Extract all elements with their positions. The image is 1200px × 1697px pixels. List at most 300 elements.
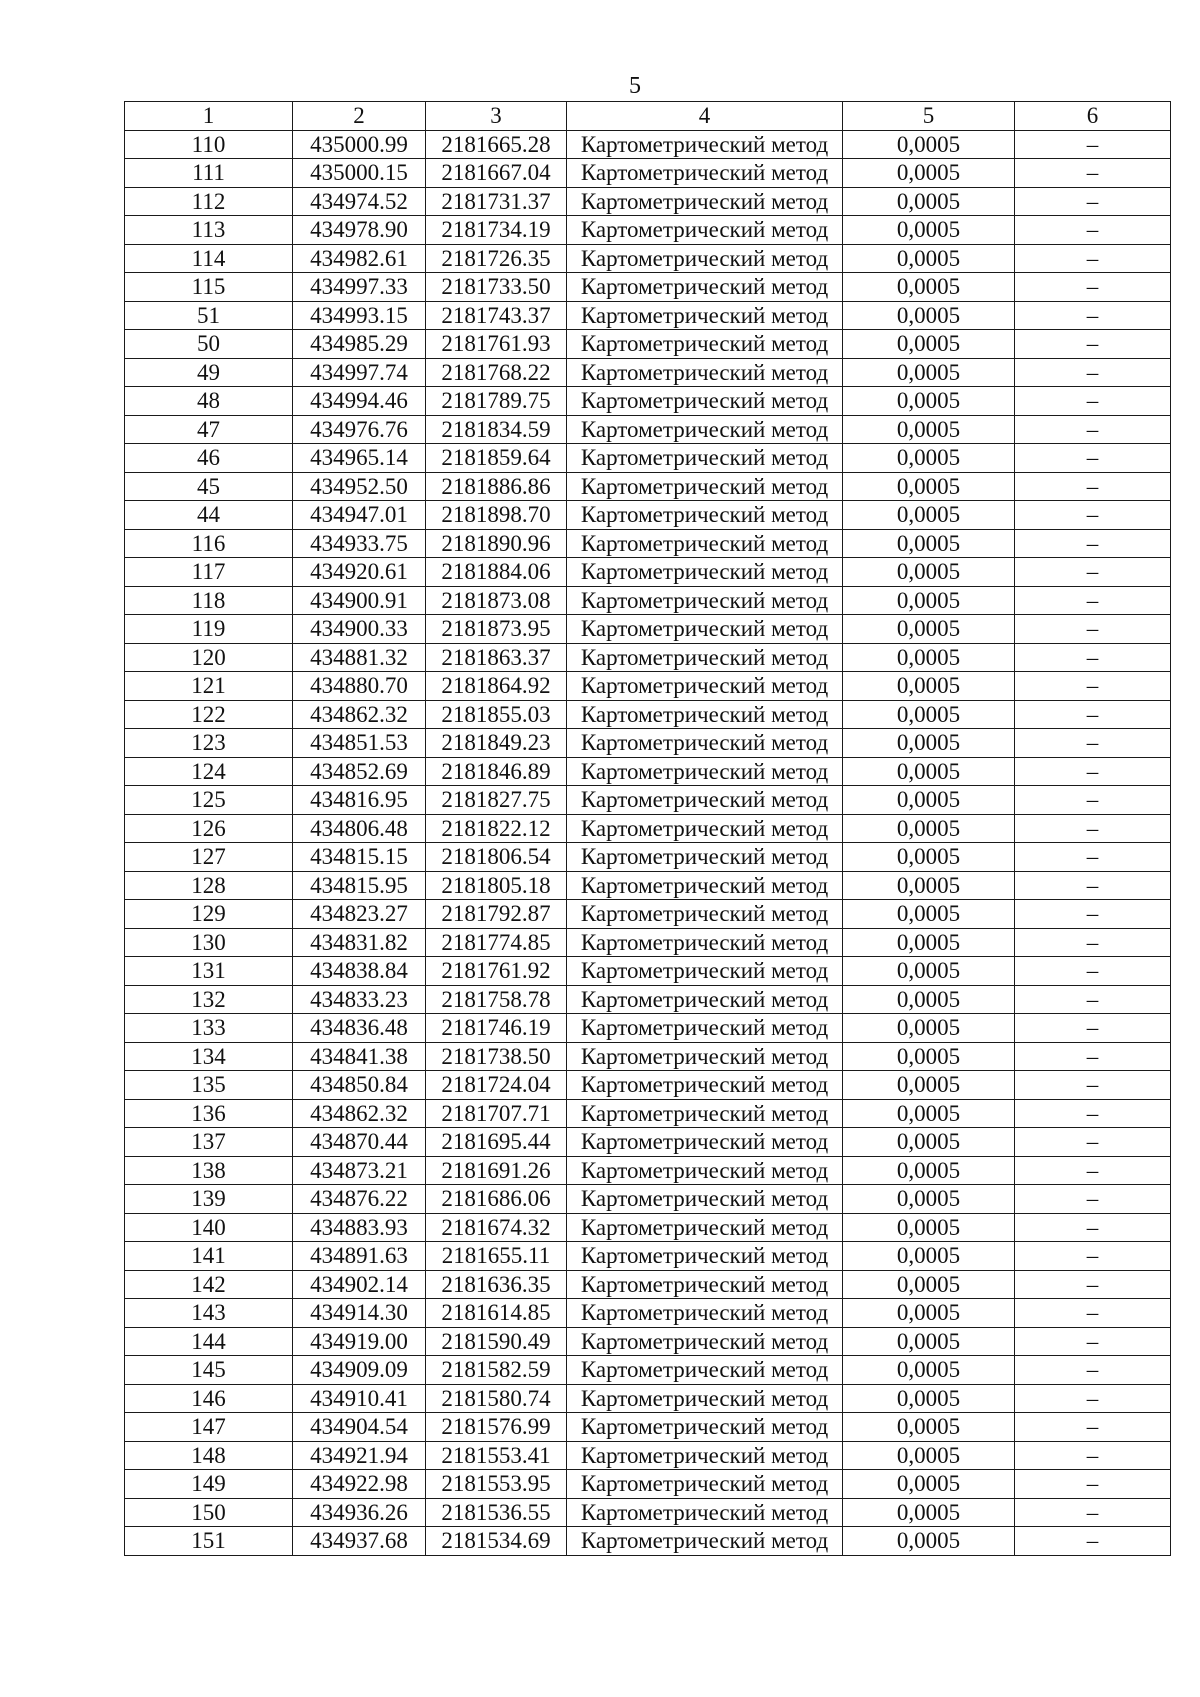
method-cell: Картометрический метод <box>567 501 843 530</box>
y-coordinate-cell: 2181707.71 <box>426 1099 567 1128</box>
point-number-cell: 141 <box>125 1242 293 1271</box>
table-row <box>125 957 1171 986</box>
table-body <box>125 130 1171 1555</box>
point-number-cell: 145 <box>125 1356 293 1385</box>
y-coordinate-cell: 2181774.85 <box>426 928 567 957</box>
table-row <box>125 1413 1171 1442</box>
note-cell: – <box>1015 1356 1171 1385</box>
accuracy-cell: 0,0005 <box>843 216 1015 245</box>
table-row <box>125 757 1171 786</box>
x-coordinate-cell: 434880.70 <box>293 672 426 701</box>
table-row <box>125 244 1171 273</box>
table-row <box>125 472 1171 501</box>
point-number-cell: 126 <box>125 814 293 843</box>
point-number-cell: 144 <box>125 1327 293 1356</box>
accuracy-cell: 0,0005 <box>843 330 1015 359</box>
y-coordinate-cell: 2181674.32 <box>426 1213 567 1242</box>
x-coordinate-cell: 434806.48 <box>293 814 426 843</box>
note-cell: – <box>1015 729 1171 758</box>
point-number-cell: 128 <box>125 871 293 900</box>
x-coordinate-cell: 434920.61 <box>293 558 426 587</box>
x-coordinate-cell: 434997.33 <box>293 273 426 302</box>
x-coordinate-cell: 434965.14 <box>293 444 426 473</box>
x-coordinate-cell: 434936.26 <box>293 1498 426 1527</box>
y-coordinate-cell: 2181590.49 <box>426 1327 567 1356</box>
method-cell: Картометрический метод <box>567 729 843 758</box>
x-coordinate-cell: 434902.14 <box>293 1270 426 1299</box>
note-cell: – <box>1015 301 1171 330</box>
x-coordinate-cell: 434851.53 <box>293 729 426 758</box>
method-cell: Картометрический метод <box>567 586 843 615</box>
y-coordinate-cell: 2181761.92 <box>426 957 567 986</box>
note-cell: – <box>1015 1327 1171 1356</box>
y-coordinate-cell: 2181805.18 <box>426 871 567 900</box>
table-row <box>125 1498 1171 1527</box>
method-cell: Картометрический метод <box>567 130 843 159</box>
note-cell: – <box>1015 1441 1171 1470</box>
accuracy-cell: 0,0005 <box>843 814 1015 843</box>
method-cell: Картометрический метод <box>567 301 843 330</box>
note-cell: – <box>1015 273 1171 302</box>
note-cell: – <box>1015 757 1171 786</box>
y-coordinate-cell: 2181636.35 <box>426 1270 567 1299</box>
y-coordinate-cell: 2181726.35 <box>426 244 567 273</box>
table-row <box>125 1384 1171 1413</box>
point-number-cell: 143 <box>125 1299 293 1328</box>
method-cell: Картометрический метод <box>567 928 843 957</box>
table-row <box>125 1156 1171 1185</box>
column-header: 2 <box>293 102 426 131</box>
table-row <box>125 1242 1171 1271</box>
point-number-cell: 111 <box>125 159 293 188</box>
table-row <box>125 1185 1171 1214</box>
x-coordinate-cell: 434836.48 <box>293 1014 426 1043</box>
x-coordinate-cell: 434891.63 <box>293 1242 426 1271</box>
y-coordinate-cell: 2181859.64 <box>426 444 567 473</box>
note-cell: – <box>1015 244 1171 273</box>
method-cell: Картометрический метод <box>567 1156 843 1185</box>
note-cell: – <box>1015 1270 1171 1299</box>
accuracy-cell: 0,0005 <box>843 1014 1015 1043</box>
note-cell: – <box>1015 330 1171 359</box>
note-cell: – <box>1015 957 1171 986</box>
y-coordinate-cell: 2181898.70 <box>426 501 567 530</box>
x-coordinate-cell: 434919.00 <box>293 1327 426 1356</box>
table-header-row <box>125 102 1171 131</box>
accuracy-cell: 0,0005 <box>843 757 1015 786</box>
y-coordinate-cell: 2181686.06 <box>426 1185 567 1214</box>
column-header: 1 <box>125 102 293 131</box>
x-coordinate-cell: 434933.75 <box>293 529 426 558</box>
x-coordinate-cell: 434850.84 <box>293 1071 426 1100</box>
x-coordinate-cell: 434833.23 <box>293 985 426 1014</box>
table-row <box>125 444 1171 473</box>
y-coordinate-cell: 2181580.74 <box>426 1384 567 1413</box>
table-row <box>125 643 1171 672</box>
note-cell: – <box>1015 672 1171 701</box>
note-cell: – <box>1015 871 1171 900</box>
table-row <box>125 1042 1171 1071</box>
point-number-cell: 115 <box>125 273 293 302</box>
method-cell: Картометрический метод <box>567 1242 843 1271</box>
y-coordinate-cell: 2181822.12 <box>426 814 567 843</box>
note-cell: – <box>1015 159 1171 188</box>
x-coordinate-cell: 434921.94 <box>293 1441 426 1470</box>
x-coordinate-cell: 435000.15 <box>293 159 426 188</box>
accuracy-cell: 0,0005 <box>843 273 1015 302</box>
method-cell: Картометрический метод <box>567 757 843 786</box>
x-coordinate-cell: 434974.52 <box>293 187 426 216</box>
x-coordinate-cell: 434922.98 <box>293 1470 426 1499</box>
note-cell: – <box>1015 1527 1171 1556</box>
method-cell: Картометрический метод <box>567 672 843 701</box>
y-coordinate-cell: 2181734.19 <box>426 216 567 245</box>
x-coordinate-cell: 434900.33 <box>293 615 426 644</box>
table-row <box>125 814 1171 843</box>
table-row <box>125 615 1171 644</box>
accuracy-cell: 0,0005 <box>843 1498 1015 1527</box>
table-row <box>125 216 1171 245</box>
x-coordinate-cell: 434823.27 <box>293 900 426 929</box>
column-header: 5 <box>843 102 1015 131</box>
note-cell: – <box>1015 985 1171 1014</box>
note-cell: – <box>1015 586 1171 615</box>
note-cell: – <box>1015 1299 1171 1328</box>
method-cell: Картометрический метод <box>567 814 843 843</box>
accuracy-cell: 0,0005 <box>843 871 1015 900</box>
accuracy-cell: 0,0005 <box>843 444 1015 473</box>
accuracy-cell: 0,0005 <box>843 1270 1015 1299</box>
table-row <box>125 729 1171 758</box>
point-number-cell: 120 <box>125 643 293 672</box>
table-row <box>125 1099 1171 1128</box>
point-number-cell: 134 <box>125 1042 293 1071</box>
method-cell: Картометрический метод <box>567 358 843 387</box>
table-row <box>125 586 1171 615</box>
point-number-cell: 110 <box>125 130 293 159</box>
x-coordinate-cell: 434881.32 <box>293 643 426 672</box>
table-row <box>125 843 1171 872</box>
table-row <box>125 672 1171 701</box>
point-number-cell: 137 <box>125 1128 293 1157</box>
point-number-cell: 117 <box>125 558 293 587</box>
x-coordinate-cell: 434997.74 <box>293 358 426 387</box>
x-coordinate-cell: 434985.29 <box>293 330 426 359</box>
x-coordinate-cell: 434870.44 <box>293 1128 426 1157</box>
point-number-cell: 136 <box>125 1099 293 1128</box>
method-cell: Картометрический метод <box>567 615 843 644</box>
table-row <box>125 501 1171 530</box>
point-number-cell: 47 <box>125 415 293 444</box>
x-coordinate-cell: 434937.68 <box>293 1527 426 1556</box>
x-coordinate-cell: 434994.46 <box>293 387 426 416</box>
accuracy-cell: 0,0005 <box>843 501 1015 530</box>
y-coordinate-cell: 2181849.23 <box>426 729 567 758</box>
method-cell: Картометрический метод <box>567 1413 843 1442</box>
x-coordinate-cell: 435000.99 <box>293 130 426 159</box>
point-number-cell: 118 <box>125 586 293 615</box>
y-coordinate-cell: 2181665.28 <box>426 130 567 159</box>
note-cell: – <box>1015 1185 1171 1214</box>
accuracy-cell: 0,0005 <box>843 957 1015 986</box>
accuracy-cell: 0,0005 <box>843 387 1015 416</box>
point-number-cell: 125 <box>125 786 293 815</box>
point-number-cell: 129 <box>125 900 293 929</box>
y-coordinate-cell: 2181792.87 <box>426 900 567 929</box>
table-row <box>125 529 1171 558</box>
method-cell: Картометрический метод <box>567 1327 843 1356</box>
accuracy-cell: 0,0005 <box>843 244 1015 273</box>
accuracy-cell: 0,0005 <box>843 1156 1015 1185</box>
x-coordinate-cell: 434815.95 <box>293 871 426 900</box>
y-coordinate-cell: 2181614.85 <box>426 1299 567 1328</box>
method-cell: Картометрический метод <box>567 1099 843 1128</box>
point-number-cell: 116 <box>125 529 293 558</box>
point-number-cell: 48 <box>125 387 293 416</box>
y-coordinate-cell: 2181553.95 <box>426 1470 567 1499</box>
point-number-cell: 135 <box>125 1071 293 1100</box>
note-cell: – <box>1015 786 1171 815</box>
column-header: 6 <box>1015 102 1171 131</box>
method-cell: Картометрический метод <box>567 1470 843 1499</box>
table-row <box>125 1128 1171 1157</box>
point-number-cell: 151 <box>125 1527 293 1556</box>
y-coordinate-cell: 2181864.92 <box>426 672 567 701</box>
accuracy-cell: 0,0005 <box>843 1099 1015 1128</box>
x-coordinate-cell: 434876.22 <box>293 1185 426 1214</box>
column-header: 3 <box>426 102 567 131</box>
table-row <box>125 1071 1171 1100</box>
point-number-cell: 124 <box>125 757 293 786</box>
x-coordinate-cell: 434883.93 <box>293 1213 426 1242</box>
accuracy-cell: 0,0005 <box>843 700 1015 729</box>
page-number: 5 <box>629 73 641 99</box>
note-cell: – <box>1015 1470 1171 1499</box>
x-coordinate-cell: 434904.54 <box>293 1413 426 1442</box>
accuracy-cell: 0,0005 <box>843 643 1015 672</box>
note-cell: – <box>1015 1242 1171 1271</box>
accuracy-cell: 0,0005 <box>843 1185 1015 1214</box>
point-number-cell: 140 <box>125 1213 293 1242</box>
point-number-cell: 130 <box>125 928 293 957</box>
accuracy-cell: 0,0005 <box>843 985 1015 1014</box>
method-cell: Картометрический метод <box>567 900 843 929</box>
table-row <box>125 1299 1171 1328</box>
y-coordinate-cell: 2181576.99 <box>426 1413 567 1442</box>
table-row <box>125 1270 1171 1299</box>
accuracy-cell: 0,0005 <box>843 1128 1015 1157</box>
method-cell: Картометрический метод <box>567 643 843 672</box>
method-cell: Картометрический метод <box>567 1014 843 1043</box>
table-row <box>125 415 1171 444</box>
note-cell: – <box>1015 1213 1171 1242</box>
note-cell: – <box>1015 700 1171 729</box>
table-row <box>125 928 1171 957</box>
note-cell: – <box>1015 187 1171 216</box>
y-coordinate-cell: 2181855.03 <box>426 700 567 729</box>
x-coordinate-cell: 434982.61 <box>293 244 426 273</box>
accuracy-cell: 0,0005 <box>843 472 1015 501</box>
method-cell: Картометрический метод <box>567 1356 843 1385</box>
accuracy-cell: 0,0005 <box>843 928 1015 957</box>
point-number-cell: 114 <box>125 244 293 273</box>
point-number-cell: 132 <box>125 985 293 1014</box>
method-cell: Картометрический метод <box>567 444 843 473</box>
method-cell: Картометрический метод <box>567 1441 843 1470</box>
x-coordinate-cell: 434816.95 <box>293 786 426 815</box>
y-coordinate-cell: 2181582.59 <box>426 1356 567 1385</box>
y-coordinate-cell: 2181667.04 <box>426 159 567 188</box>
x-coordinate-cell: 434978.90 <box>293 216 426 245</box>
x-coordinate-cell: 434976.76 <box>293 415 426 444</box>
note-cell: – <box>1015 1071 1171 1100</box>
method-cell: Картометрический метод <box>567 1270 843 1299</box>
point-number-cell: 112 <box>125 187 293 216</box>
point-number-cell: 51 <box>125 301 293 330</box>
table-row <box>125 1441 1171 1470</box>
method-cell: Картометрический метод <box>567 273 843 302</box>
point-number-cell: 127 <box>125 843 293 872</box>
x-coordinate-cell: 434900.91 <box>293 586 426 615</box>
y-coordinate-cell: 2181768.22 <box>426 358 567 387</box>
point-number-cell: 121 <box>125 672 293 701</box>
point-number-cell: 148 <box>125 1441 293 1470</box>
column-header: 4 <box>567 102 843 131</box>
point-number-cell: 149 <box>125 1470 293 1499</box>
table-row <box>125 985 1171 1014</box>
note-cell: – <box>1015 843 1171 872</box>
table-row <box>125 900 1171 929</box>
note-cell: – <box>1015 1498 1171 1527</box>
method-cell: Картометрический метод <box>567 985 843 1014</box>
note-cell: – <box>1015 1384 1171 1413</box>
method-cell: Картометрический метод <box>567 529 843 558</box>
point-number-cell: 133 <box>125 1014 293 1043</box>
accuracy-cell: 0,0005 <box>843 1242 1015 1271</box>
accuracy-cell: 0,0005 <box>843 529 1015 558</box>
table-row <box>125 387 1171 416</box>
x-coordinate-cell: 434841.38 <box>293 1042 426 1071</box>
y-coordinate-cell: 2181746.19 <box>426 1014 567 1043</box>
y-coordinate-cell: 2181806.54 <box>426 843 567 872</box>
method-cell: Картометрический метод <box>567 1384 843 1413</box>
method-cell: Картометрический метод <box>567 786 843 815</box>
x-coordinate-cell: 434909.09 <box>293 1356 426 1385</box>
accuracy-cell: 0,0005 <box>843 415 1015 444</box>
accuracy-cell: 0,0005 <box>843 187 1015 216</box>
y-coordinate-cell: 2181886.86 <box>426 472 567 501</box>
table-row <box>125 700 1171 729</box>
table-row <box>125 159 1171 188</box>
note-cell: – <box>1015 529 1171 558</box>
point-number-cell: 150 <box>125 1498 293 1527</box>
coordinates-table <box>124 101 1171 1556</box>
note-cell: – <box>1015 1099 1171 1128</box>
y-coordinate-cell: 2181873.95 <box>426 615 567 644</box>
accuracy-cell: 0,0005 <box>843 615 1015 644</box>
note-cell: – <box>1015 130 1171 159</box>
x-coordinate-cell: 434815.15 <box>293 843 426 872</box>
accuracy-cell: 0,0005 <box>843 301 1015 330</box>
accuracy-cell: 0,0005 <box>843 843 1015 872</box>
method-cell: Картометрический метод <box>567 1042 843 1071</box>
note-cell: – <box>1015 444 1171 473</box>
x-coordinate-cell: 434852.69 <box>293 757 426 786</box>
point-number-cell: 113 <box>125 216 293 245</box>
accuracy-cell: 0,0005 <box>843 1441 1015 1470</box>
note-cell: – <box>1015 358 1171 387</box>
point-number-cell: 45 <box>125 472 293 501</box>
x-coordinate-cell: 434914.30 <box>293 1299 426 1328</box>
note-cell: – <box>1015 1042 1171 1071</box>
y-coordinate-cell: 2181691.26 <box>426 1156 567 1185</box>
method-cell: Картометрический метод <box>567 558 843 587</box>
method-cell: Картометрический метод <box>567 415 843 444</box>
x-coordinate-cell: 434831.82 <box>293 928 426 957</box>
point-number-cell: 44 <box>125 501 293 530</box>
method-cell: Картометрический метод <box>567 216 843 245</box>
method-cell: Картометрический метод <box>567 244 843 273</box>
point-number-cell: 122 <box>125 700 293 729</box>
y-coordinate-cell: 2181743.37 <box>426 301 567 330</box>
x-coordinate-cell: 434873.21 <box>293 1156 426 1185</box>
point-number-cell: 147 <box>125 1413 293 1442</box>
method-cell: Картометрический метод <box>567 843 843 872</box>
x-coordinate-cell: 434947.01 <box>293 501 426 530</box>
point-number-cell: 139 <box>125 1185 293 1214</box>
method-cell: Картометрический метод <box>567 330 843 359</box>
table-row <box>125 130 1171 159</box>
y-coordinate-cell: 2181534.69 <box>426 1527 567 1556</box>
note-cell: – <box>1015 415 1171 444</box>
accuracy-cell: 0,0005 <box>843 1042 1015 1071</box>
note-cell: – <box>1015 387 1171 416</box>
method-cell: Картометрический метод <box>567 1185 843 1214</box>
y-coordinate-cell: 2181873.08 <box>426 586 567 615</box>
y-coordinate-cell: 2181884.06 <box>426 558 567 587</box>
note-cell: – <box>1015 643 1171 672</box>
method-cell: Картометрический метод <box>567 957 843 986</box>
method-cell: Картометрический метод <box>567 159 843 188</box>
point-number-cell: 142 <box>125 1270 293 1299</box>
method-cell: Картометрический метод <box>567 1299 843 1328</box>
table-row <box>125 1356 1171 1385</box>
note-cell: – <box>1015 900 1171 929</box>
y-coordinate-cell: 2181834.59 <box>426 415 567 444</box>
accuracy-cell: 0,0005 <box>843 1527 1015 1556</box>
accuracy-cell: 0,0005 <box>843 729 1015 758</box>
method-cell: Картометрический метод <box>567 472 843 501</box>
note-cell: – <box>1015 814 1171 843</box>
y-coordinate-cell: 2181731.37 <box>426 187 567 216</box>
accuracy-cell: 0,0005 <box>843 1470 1015 1499</box>
table-row <box>125 786 1171 815</box>
method-cell: Картометрический метод <box>567 1498 843 1527</box>
method-cell: Картометрический метод <box>567 700 843 729</box>
table-row <box>125 1213 1171 1242</box>
x-coordinate-cell: 434910.41 <box>293 1384 426 1413</box>
y-coordinate-cell: 2181695.44 <box>426 1128 567 1157</box>
method-cell: Картометрический метод <box>567 187 843 216</box>
table-row <box>125 273 1171 302</box>
y-coordinate-cell: 2181536.55 <box>426 1498 567 1527</box>
note-cell: – <box>1015 501 1171 530</box>
accuracy-cell: 0,0005 <box>843 1413 1015 1442</box>
accuracy-cell: 0,0005 <box>843 1356 1015 1385</box>
method-cell: Картометрический метод <box>567 1071 843 1100</box>
note-cell: – <box>1015 1014 1171 1043</box>
table-row <box>125 330 1171 359</box>
